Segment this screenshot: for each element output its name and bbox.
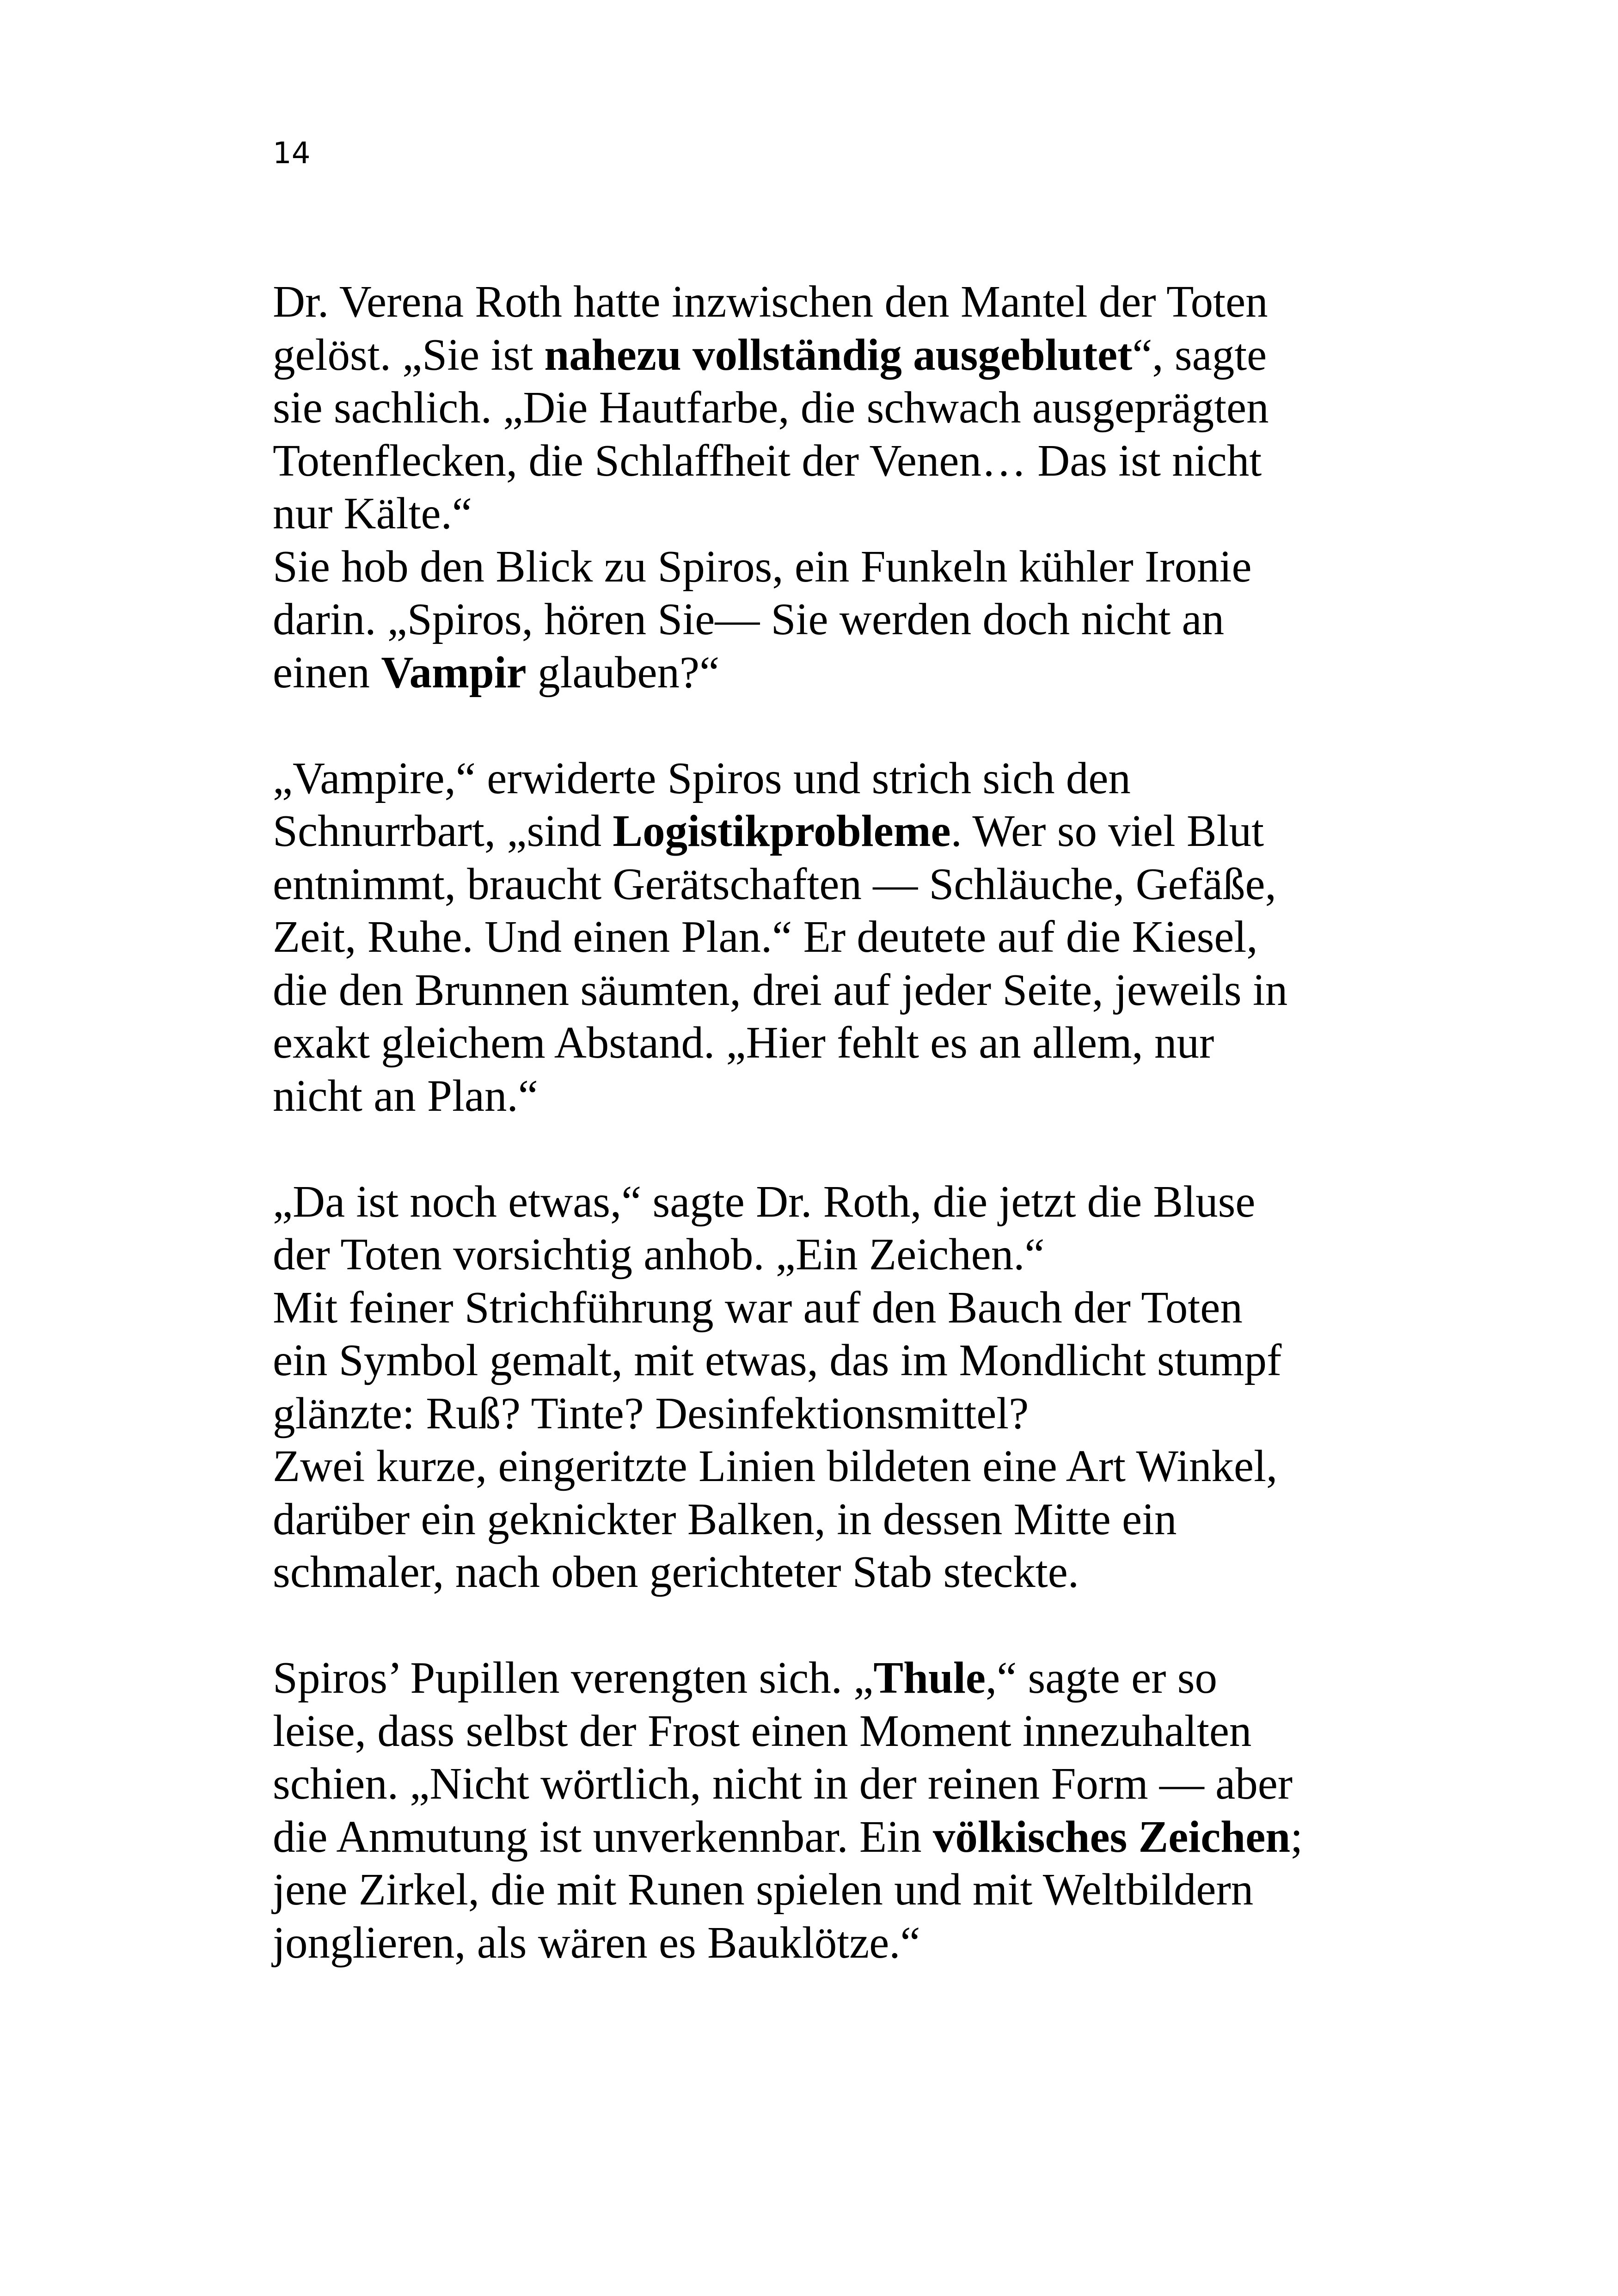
text-line (273, 1334, 1382, 1387)
text-run: ,“ sagte er so (985, 1653, 1217, 1702)
text-run: entnimmt, braucht Gerätschaften — Schläuche, Gefäße, (273, 859, 1276, 909)
text-run: Dr. Verena Roth hatte inzwischen den Mantel der Toten (273, 277, 1268, 326)
text-run: leise, dass selbst der Frost einen Moment innezuhalten (273, 1706, 1252, 1756)
text-line (273, 593, 1382, 646)
text-run: jonglieren, als wären es Bauklötze.“ (273, 1917, 920, 1967)
text-line (273, 435, 1382, 488)
text-run: „Vampire,“ erwiderte Spiros und strich sich den (273, 753, 1131, 803)
text-line (273, 1070, 1382, 1123)
text-run: schien. „Nicht wörtlich, nicht in der reinen Form — aber (273, 1759, 1293, 1808)
text-run: nicht an Plan.“ (273, 1071, 538, 1120)
text-run: die Anmutung ist unverkennbar. Ein (273, 1812, 933, 1861)
paragraph (273, 276, 1382, 699)
text-run: Spiros’ Pupillen verengten sich. „ (273, 1653, 874, 1702)
text-line (273, 1281, 1382, 1335)
text-line (273, 805, 1382, 858)
text-run: Zwei kurze, eingeritzte Linien bildeten eine Art Winkel, (273, 1441, 1278, 1491)
text-run: Totenflecken, die Schlaffheit der Venen… Das ist nicht (273, 435, 1262, 485)
text-run: darüber ein geknickter Balken, in dessen Mitte ein (273, 1494, 1177, 1544)
paragraph-gap (273, 699, 1382, 752)
text-line (273, 1440, 1382, 1493)
body-text (273, 276, 1382, 1969)
paragraph-gap (273, 1599, 1382, 1652)
text-run: ein Symbol gemalt, mit etwas, das im Mondlicht stumpf (273, 1335, 1282, 1385)
bold-text: nahezu vollständig ausgeblutet (544, 330, 1133, 380)
page-number: 14 (273, 136, 311, 171)
text-line (273, 1546, 1382, 1599)
paragraph (273, 1652, 1382, 1969)
text-line (273, 1016, 1382, 1070)
text-line (273, 276, 1382, 329)
text-run: einen (273, 647, 381, 697)
text-line (273, 540, 1382, 594)
text-line (273, 964, 1382, 1017)
text-line (273, 752, 1382, 805)
text-line (273, 1811, 1382, 1864)
text-run: Sie hob den Blick zu Spiros, ein Funkeln kühler Ironie (273, 541, 1252, 591)
text-run: glauben?“ (526, 647, 720, 697)
text-line (273, 646, 1382, 699)
text-line (273, 858, 1382, 911)
text-line (273, 1387, 1382, 1440)
text-run: nur Kälte.“ (273, 489, 472, 538)
text-line (273, 1705, 1382, 1758)
text-run: darin. „Spiros, hören Sie— Sie werden doch nicht an (273, 594, 1225, 644)
text-line (273, 1176, 1382, 1229)
text-run: glänzte: Ruß? Tinte? Desinfektionsmittel? (273, 1388, 1029, 1438)
text-run: „Da ist noch etwas,“ sagte Dr. Roth, die jetzt die Bluse (273, 1176, 1256, 1226)
text-run: Mit feiner Strichführung war auf den Bauch der Toten (273, 1282, 1243, 1332)
text-run: sie sachlich. „Die Hautfarbe, die schwach ausgeprägten (273, 383, 1269, 432)
text-run: schmaler, nach oben gerichteter Stab steckte. (273, 1547, 1079, 1597)
text-run: . Wer so viel Blut (950, 806, 1264, 856)
text-line (273, 911, 1382, 964)
text-run: ; (1290, 1812, 1303, 1861)
text-run: Schnurrbart, „sind (273, 806, 613, 856)
paragraph (273, 1176, 1382, 1599)
text-run: Zeit, Ruhe. Und einen Plan.“ Er deutete auf die Kiesel, (273, 912, 1258, 961)
text-line (273, 381, 1382, 435)
text-line (273, 1916, 1382, 1970)
text-line (273, 1863, 1382, 1916)
bold-text: Logistikprobleme (613, 806, 951, 856)
text-run: “, sagte (1132, 330, 1267, 380)
paragraph-gap (273, 1122, 1382, 1176)
paragraph (273, 752, 1382, 1123)
text-line (273, 1757, 1382, 1811)
text-line (273, 1228, 1382, 1281)
text-run: der Toten vorsichtig anhob. „Ein Zeichen.“ (273, 1230, 1045, 1279)
text-line (273, 1493, 1382, 1546)
text-line (273, 487, 1382, 540)
text-run: jene Zirkel, die mit Runen spielen und mit Weltbildern (273, 1865, 1254, 1914)
text-run: die den Brunnen säumten, drei auf jeder Seite, jeweils in (273, 965, 1288, 1015)
text-run: exakt gleichem Abstand. „Hier fehlt es an allem, nur (273, 1018, 1214, 1067)
bold-text: Thule (873, 1653, 986, 1702)
text-line (273, 329, 1382, 382)
text-line (273, 1652, 1382, 1705)
bold-text: Vampir (381, 647, 527, 697)
text-run: gelöst. „Sie ist (273, 330, 545, 380)
bold-text: völkisches Zeichen (932, 1812, 1291, 1861)
